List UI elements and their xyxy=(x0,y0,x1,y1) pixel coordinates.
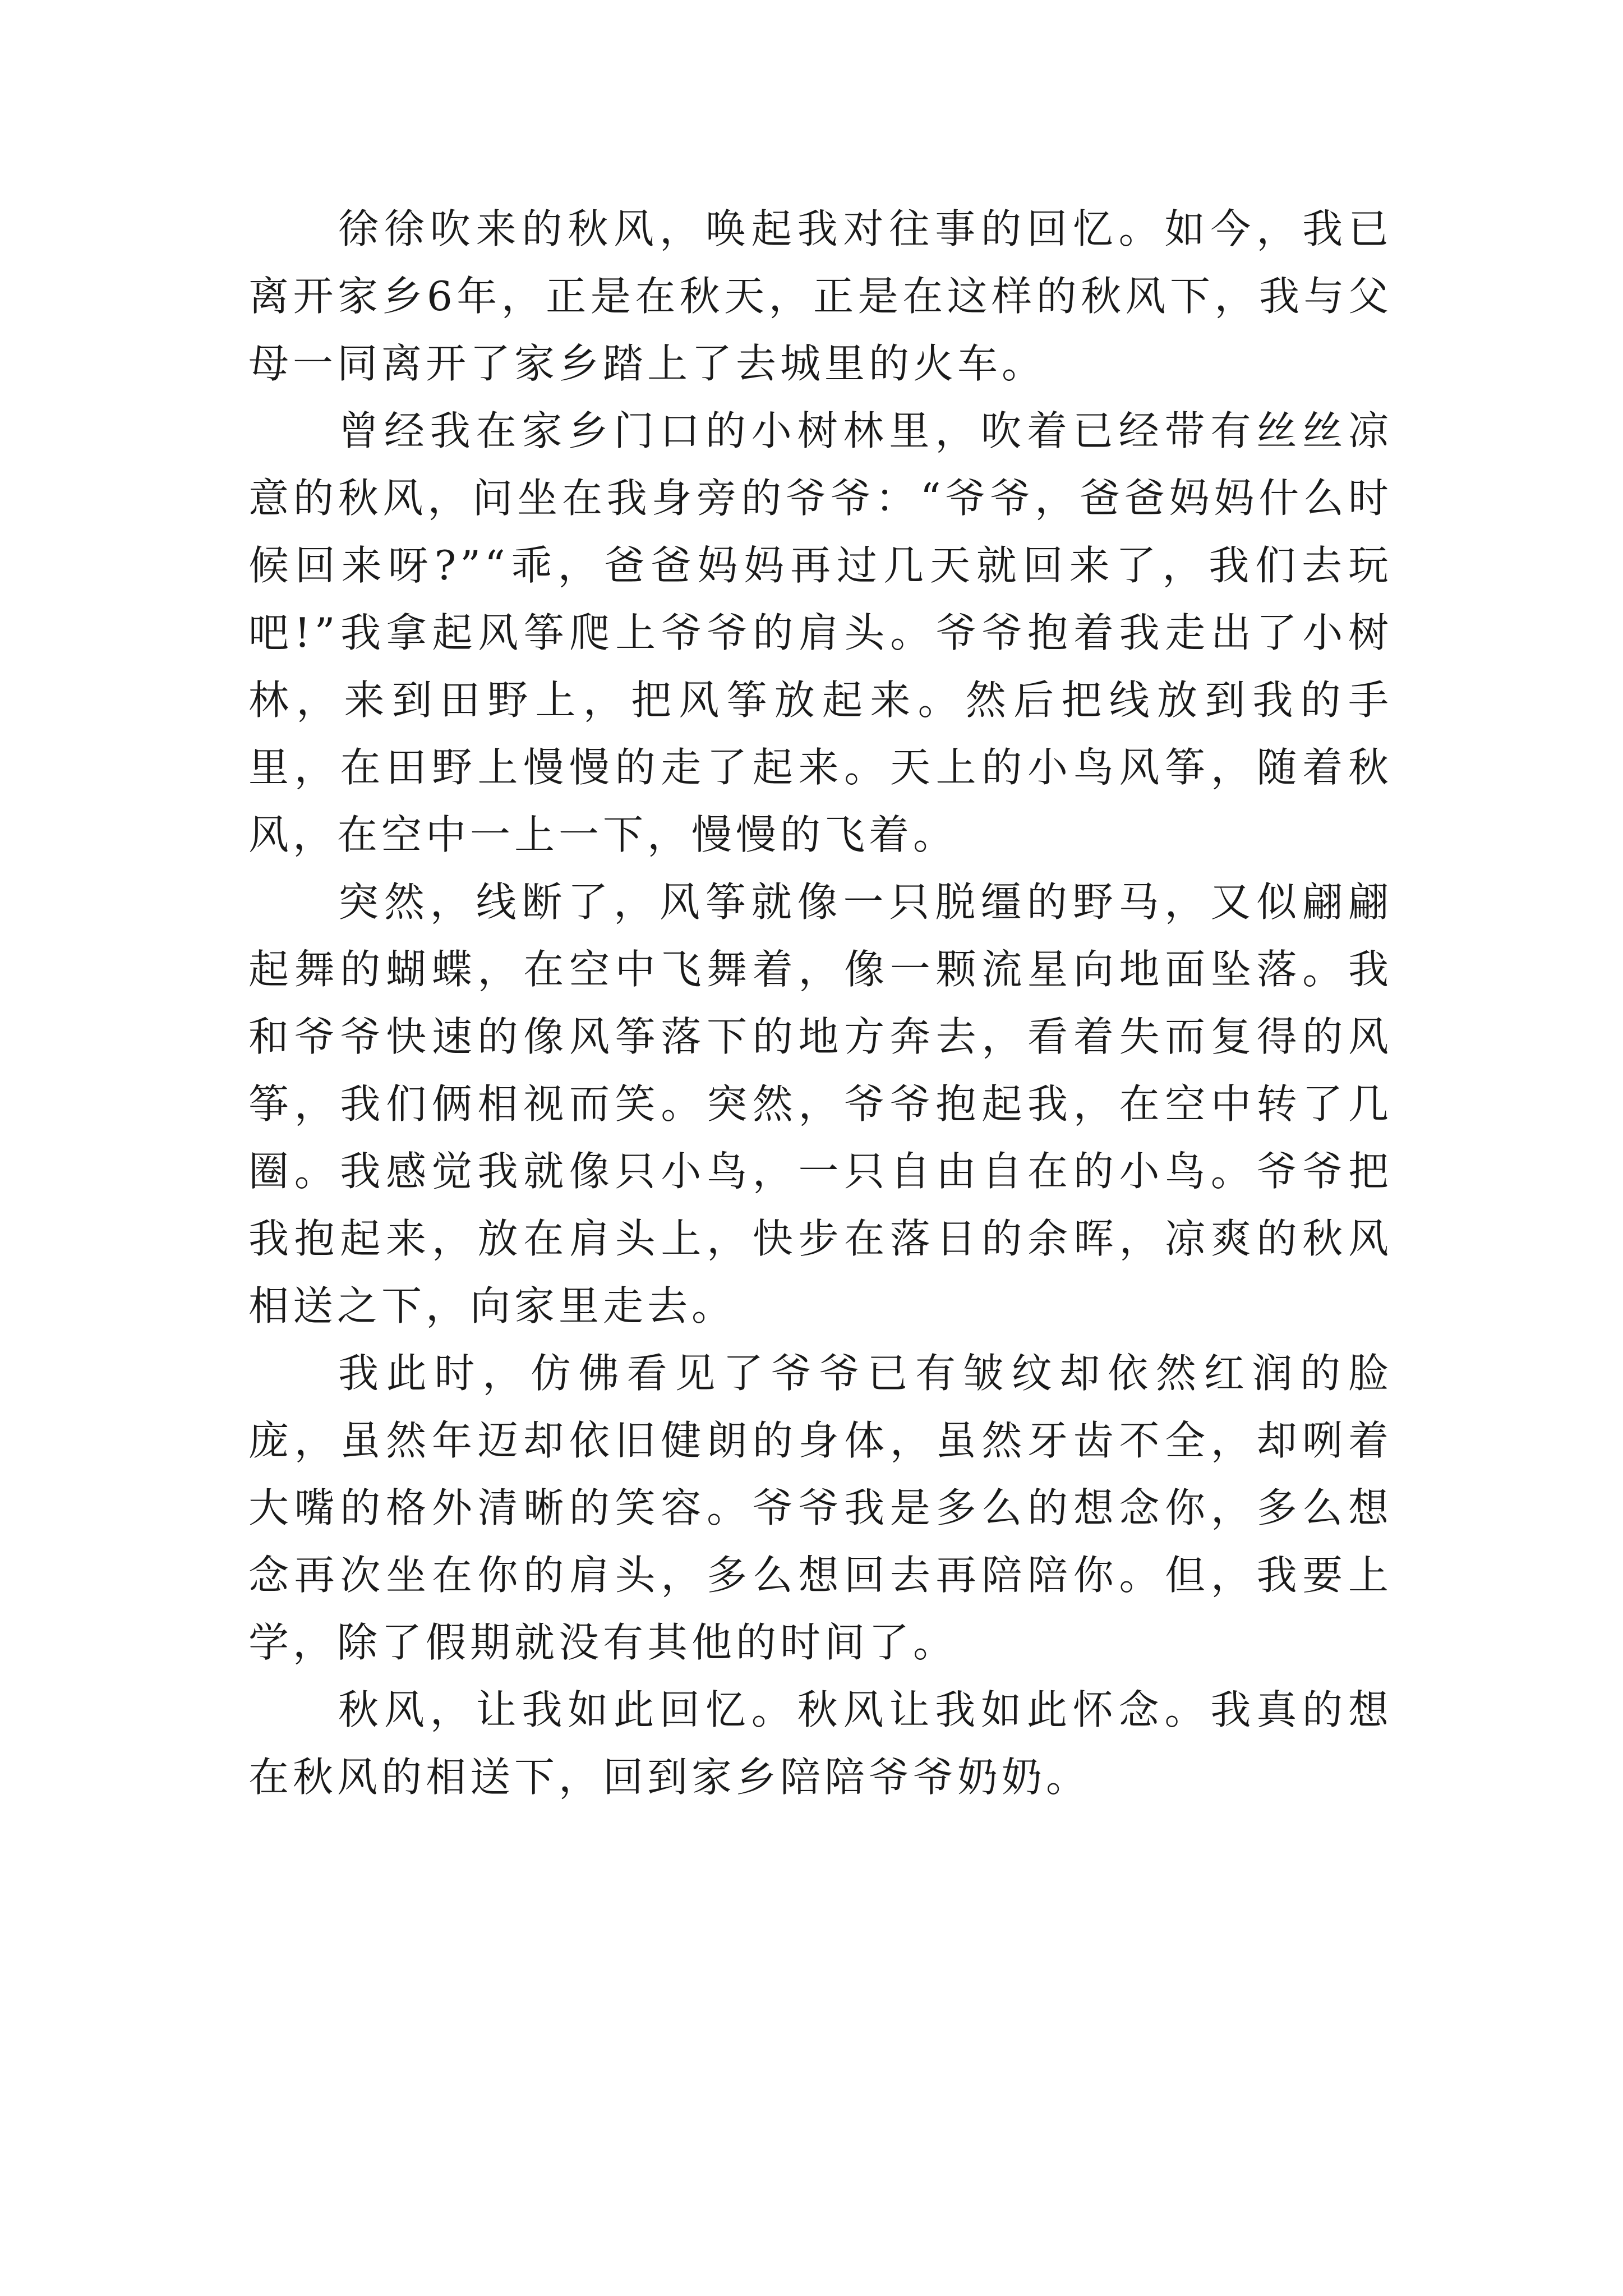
essay-body xyxy=(248,195,1393,1811)
paragraph-2: 曾经我在家乡门口的小树林里，吹着已经带有丝丝凉意的秋风，问坐在我身旁的爷爷：“爷爷，爸爸妈妈什么时候回来呀?”“乖，爸爸妈妈再过几天就回来了，我们去玩吧!”我拿起风筝爬上爷爷的肩头。爷爷抱着我走出了小树林，来到田野上，把风筝放起来。然后把线放到我的手里，在田野上慢慢的走了起来。天上的小鸟风筝，随着秋风，在空中一上一下，慢慢的飞着。 xyxy=(248,407,1393,858)
paragraph-3: 突然，线断了，风筝就像一只脱缰的野马，又似翩翩起舞的蝴蝶，在空中飞舞着，像一颗流星向地面坠落。我和爷爷快速的像风筝落下的地方奔去，看着失而复得的风筝，我们俩相视而笑。突然，爷爷抱起我，在空中转了几圈。我感觉我就像只小鸟，一只自由自在的小鸟。爷爷把我抱起来，放在肩头上，快步在落日的余晖，凉爽的秋风相送之下，向家里走去。 xyxy=(248,878,1393,1329)
paragraph-5: 秋风，让我如此回忆。秋风让我如此怀念。我真的想在秋风的相送下，回到家乡陪陪爷爷奶奶。 xyxy=(248,1686,1393,1801)
paragraph-4: 我此时，仿佛看见了爷爷已有皱纹却依然红润的脸庞，虽然年迈却依旧健朗的身体，虽然牙齿不全，却咧着大嘴的格外清晰的笑容。爷爷我是多么的想念你，多么想念再次坐在你的肩头，多么想回去再陪陪你。但，我要上学，除了假期就没有其他的时间了。 xyxy=(248,1350,1393,1666)
paragraph-1: 徐徐吹来的秋风，唤起我对往事的回忆。如今，我已离开家乡6年，正是在秋天，正是在这样的秋风下，我与父母一同离开了家乡踏上了去城里的火车。 xyxy=(248,205,1393,387)
